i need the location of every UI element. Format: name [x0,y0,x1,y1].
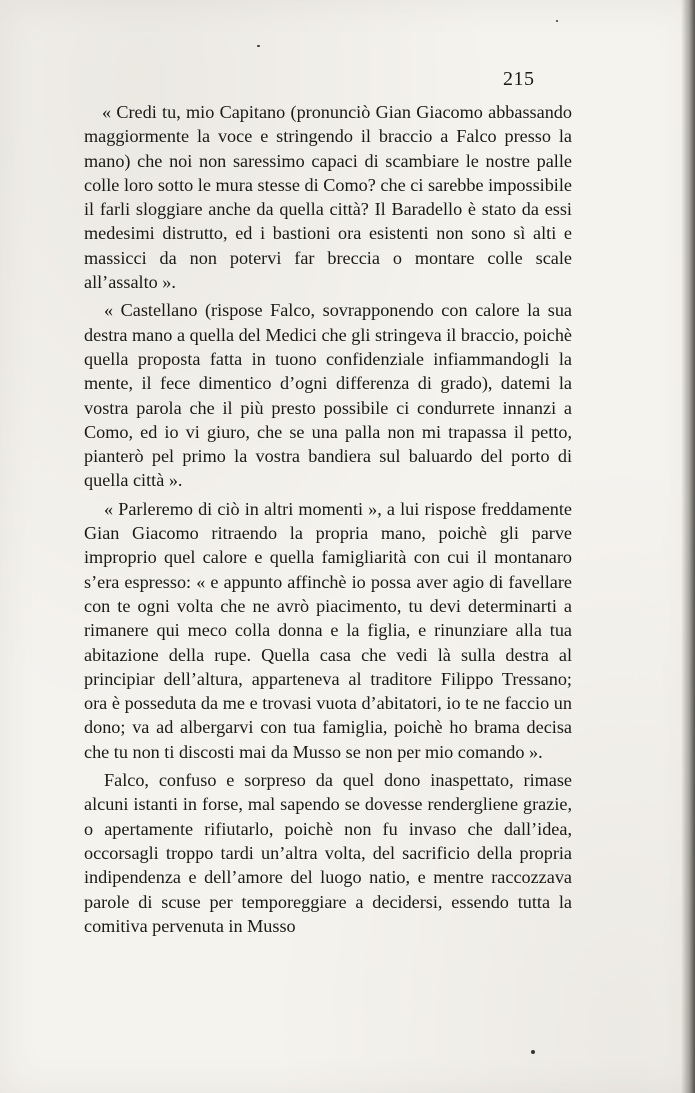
paragraph-2: « Castellano (rispose Falco, sovrapponendo con calore la sua destra mano a quella del Medici che gli stringeva il braccio, poichè quella proposta fatta in tuono confidenziale infiammandogli la mente, il fece dimentico d’ogni differenza di grado), datemi la vostra parola che il più presto possibile ci condurrete innanzi a Como, ed io vi giuro, che se una palla non mi trapassa il petto, pianterò pel primo la vostra bandiera sul baluardo del porto di quella città ». [84,300,572,491]
page-text [84,100,572,942]
paragraph-3: « Parleremo di ciò in altri momenti », a lui rispose freddamente Gian Giacomo ritraendo la propria mano, poichè gli parve improprio quel calore e quella famigliarità con cui il montanaro s’era espresso: « e appunto affinchè io possa aver agio di favellare con te ogni volta che ne avrò piacimento, tu devi determinarti a rimanere qui meco colla donna e la figlia, e rinunziare alla tua abitazione della rupe. Quella casa che vedi là sulla destra al principiar dell’altura, apparteneva al traditore Filippo Tressano; ora è posseduta da me e trovasi vuota d’abitatori, io te ne faccio un dono; va ad albergarvi con tua famiglia, poichè ho brama decisa che tu non ti discosti mai da Musso se non per mio comando ». [84,498,572,762]
paragraph-1: « Credi tu, mio Capitano (pronunciò Gian Giacomo abbassando maggiormente la voce e stringendo il braccio a Falco presso la mano) che noi non saressimo capaci di scambiare le nostre palle colle loro sotto le mura stesse di Como? che ci sarebbe impossibile il farli sloggiare anche da quella città? Il Baradello è stato da essi medesimi distrutto, ed i bastioni ora esistenti non sono sì alti e massicci da non potervi far breccia o montare colle scale all’assalto ». [84,102,572,293]
ink-speck [556,20,558,22]
page-edge-shadow [681,0,695,1093]
paragraph-4: Falco, confuso e sorpreso da quel dono inaspettato, rimase alcuni istanti in forse, mal sapendo se dovesse rendergliene grazie, o apertamente rifiutarlo, poichè non fu invaso che dall’idea, occorsagli troppo tardi un’altra volta, del sacrificio della propria indipendenza e dell’amore del luogo natio, e mentre raccozzava parole di scuse per temporeggiare a decidersi, essendo tutta la comitiva pervenuta in Musso [84,770,572,936]
ink-speck [531,1050,535,1054]
ink-speck [257,45,260,47]
page-number: 215 [503,68,535,90]
